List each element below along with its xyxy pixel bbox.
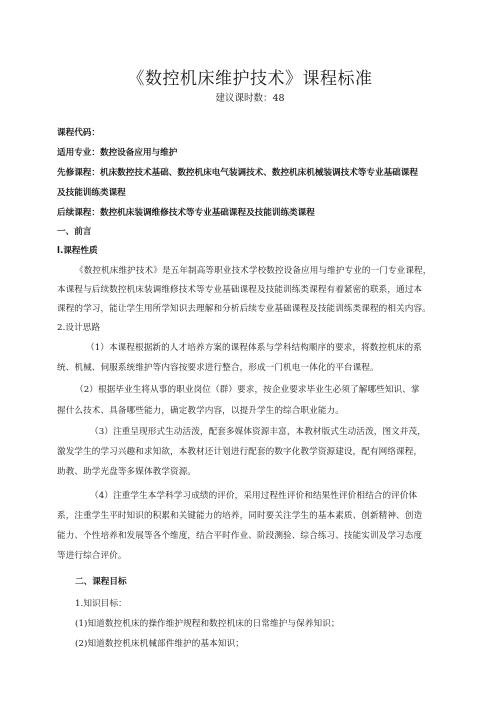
document-title: 《数控机床维护技术》课程标准 — [127, 69, 373, 89]
paragraph-line: 系，注重学生平时知识的积累和关键能力的培养，同时要关注学生的基本素质、创新精神、创造 — [57, 511, 423, 521]
paragraph-line: 等进行综合评价。 — [57, 551, 127, 561]
paragraph-line: 统、机械、伺服系统维护等内容按要求进行整合，形成一门机电一体化的平台课程。 — [57, 363, 379, 373]
paragraph-line: 助教、助学光盘等多媒体教学资源。 — [57, 467, 197, 477]
subheading-course-nature: l.课程性质 — [57, 246, 98, 256]
prerequisite-courses-cont: 及技能训练类课程 — [57, 188, 126, 198]
paragraph-line: （2）根据毕业生将从事的职业岗位（群）要求，按企业要求毕业生必须了解哪些知识、掌 — [75, 385, 420, 395]
list-item: (2)知道数控机床机械部件维护的基本知识； — [75, 639, 244, 649]
paragraph-line: （4）注重学生本学科学习成绩的评价，采用过程性评价和结果性评价相结合的评价体 — [90, 491, 418, 501]
document-subtitle: 建议课时数：48 — [215, 93, 285, 104]
course-code: 课程代码： — [57, 128, 100, 138]
paragraph-line: （1）本课程根据新的人才培养方案的课程体系与学科结构顺序的要求，将数控机床的系 — [86, 343, 422, 353]
paragraph-line: 本课程与后续数控机床装调维修技术等专业基础课程及技能训练类课程有着紧密的联系，通过本 — [57, 285, 423, 295]
prerequisite-courses: 先修课程：机床数控技术基础、数控机床电气装调技术、数控机床机械装调技术等专业基础课程 — [57, 168, 418, 178]
followup-courses: 后续课程：数控机床装调维修技术等专业基础课程及技能训练类课程 — [57, 208, 315, 218]
paragraph-line: 激发学生的学习兴趣和求知欲，本教材还计划进行配套的数字化教学资源建设，配有网络课程， — [57, 447, 423, 457]
paragraph-line: 课程的学习，能让学生用所学知识去理解和分析后续专业基础课程及技能训练类课程的相关内容。 — [57, 304, 431, 314]
subheading-knowledge-goals: 1.知识目标： — [75, 599, 127, 609]
applicable-major: 适用专业：数控设备应用与维护 — [57, 148, 178, 158]
section-heading-preface: 一、前言 — [57, 227, 92, 237]
paragraph-line: 能力、个性培养和发展等各个维度，结合平时作业、阶段测验、综合练习、技能实训及学习态度 — [57, 531, 423, 541]
paragraph-line: 《数控机床维护技术》是五年制高等职业技术学校数控设备应用与维护专业的一门专业课程， — [75, 266, 432, 276]
paragraph-line: 握什么技术、具备哪些能力，确定教学内容，以提升学生的综合职业能力。 — [57, 406, 344, 416]
list-item: (1)知道数控机床的操作维护规程和数控机床的日常维护与保养知识； — [75, 619, 340, 629]
section-heading-course-goals: 二、课程目标 — [75, 577, 127, 587]
subheading-design-ideas: 2.设计思路 — [57, 323, 101, 333]
paragraph-line: （3）注重呈现形式生动活泼，配套多媒体资源丰富，本教材版式生动活泼，图文并茂， — [90, 427, 426, 437]
